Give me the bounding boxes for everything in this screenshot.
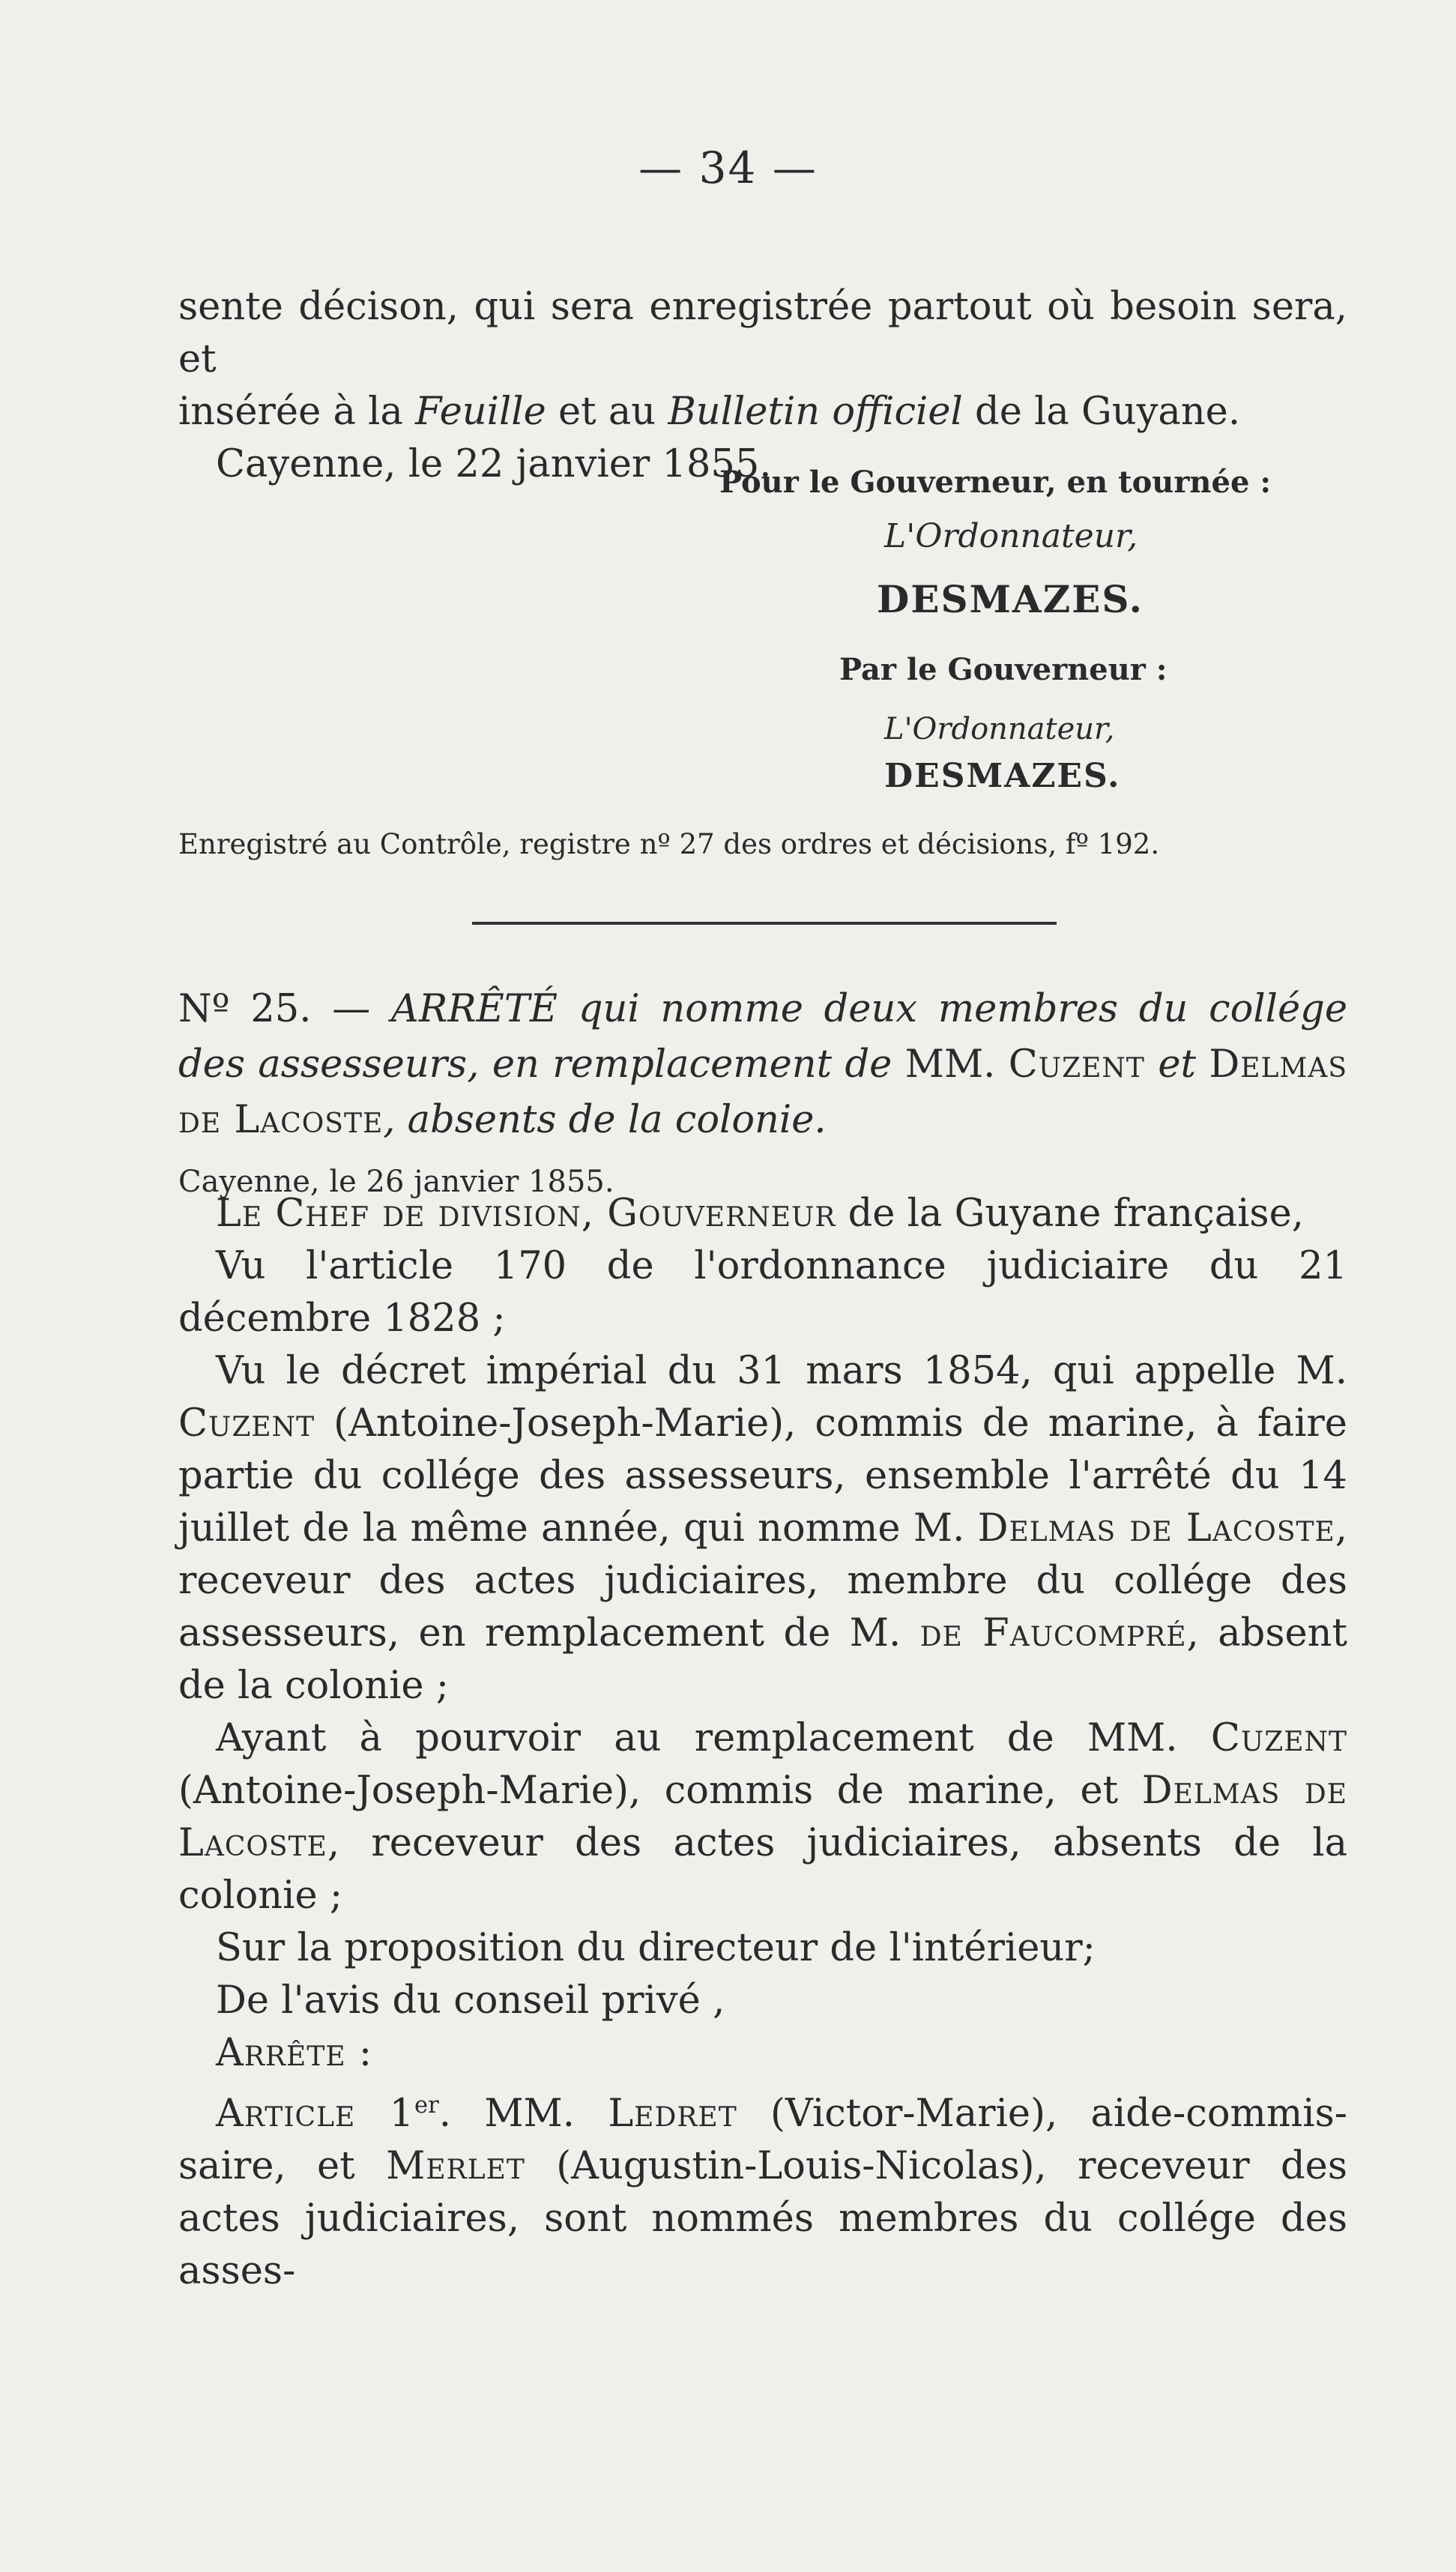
section-divider (472, 922, 1057, 925)
paragraph: Arrête : (216, 2031, 373, 2075)
registration-note: Enregistré au Contrôle, registre nº 27 des ordres et décisions, fº 192. (178, 828, 1160, 860)
intro-line-2: insérée à la Feuille et au Bulletin officiel de la Guyane. (178, 390, 1241, 434)
signature-name: DESMAZES. (877, 577, 1144, 621)
intro-block (178, 281, 1347, 491)
decree-body (178, 1188, 1347, 2298)
decree-date: Cayenne, le 26 janvier 1855. (178, 1165, 614, 1199)
signature-by: Par le Gouverneur : (839, 652, 1167, 687)
paragraph: De l'avis du conseil privé , (216, 1978, 725, 2023)
signature-role-2: L'Ordonnateur, (884, 712, 1115, 746)
paragraph: Vu le décret impérial du 31 mars 1854, qui appelle M. Cuzent (Antoine-Joseph-Marie), commis de marine, à faire partie du collége des assesseurs, ensemble l'arrêté du 14 juillet de la même année, qui nomme M. Delmas de Lacoste, receveur des actes judiciaires, membre du collége des assesseurs, en remplacement de M. de Faucompré, absent de la colonie ; (178, 1349, 1348, 1708)
intro-line: sente décison, qui sera enregistrée partout où besoin sera, et (178, 285, 1347, 381)
page-number: — 34 — (638, 142, 818, 193)
decree-number: Nº 25. — (178, 987, 371, 1031)
decree-title-text: ARRÊTÉ qui nomme deux membres du collége des assesseurs, en remplacement de (178, 987, 1348, 1087)
decree-title: Nº 25. — ARRÊTÉ qui nomme deux membres du collége des assesseurs, en remplacement de MM. Cuzent et Delmas de Lacoste, absents de la colonie. Cayenne, le 26 janvier 1855. (178, 982, 1347, 1208)
signature-for: Pour le Gouverneur, en tournée : (719, 465, 1272, 500)
signature-name-2: DESMAZES. (884, 757, 1121, 795)
paragraph: Ayant à pourvoir au remplacement de MM. Cuzent (Antoine-Joseph-Marie), commis de marine, et Delmas de Lacoste, receveur des actes judiciaires, absents de la colonie ; (178, 1716, 1347, 1918)
signature-role: L'Ordonnateur, (884, 517, 1138, 555)
paragraph: Article 1er. MM. Ledret (Victor-Marie), aide-commis-saire, et Merlet (Augustin-Louis-Nicolas), receveur des actes judiciaires, sont nommés membres du collége des asses- (178, 2092, 1348, 2293)
paragraph: Vu l'article 170 de l'ordonnance judiciaire du 21 décembre 1828 ; (178, 1244, 1347, 1341)
paragraph: Sur la proposition du directeur de l'intérieur; (216, 1926, 1096, 1970)
intro-date: Cayenne, le 22 janvier 1855. (216, 442, 772, 486)
paragraph: Le Chef de division, Gouverneur de la Guyane française, (216, 1192, 1304, 1236)
